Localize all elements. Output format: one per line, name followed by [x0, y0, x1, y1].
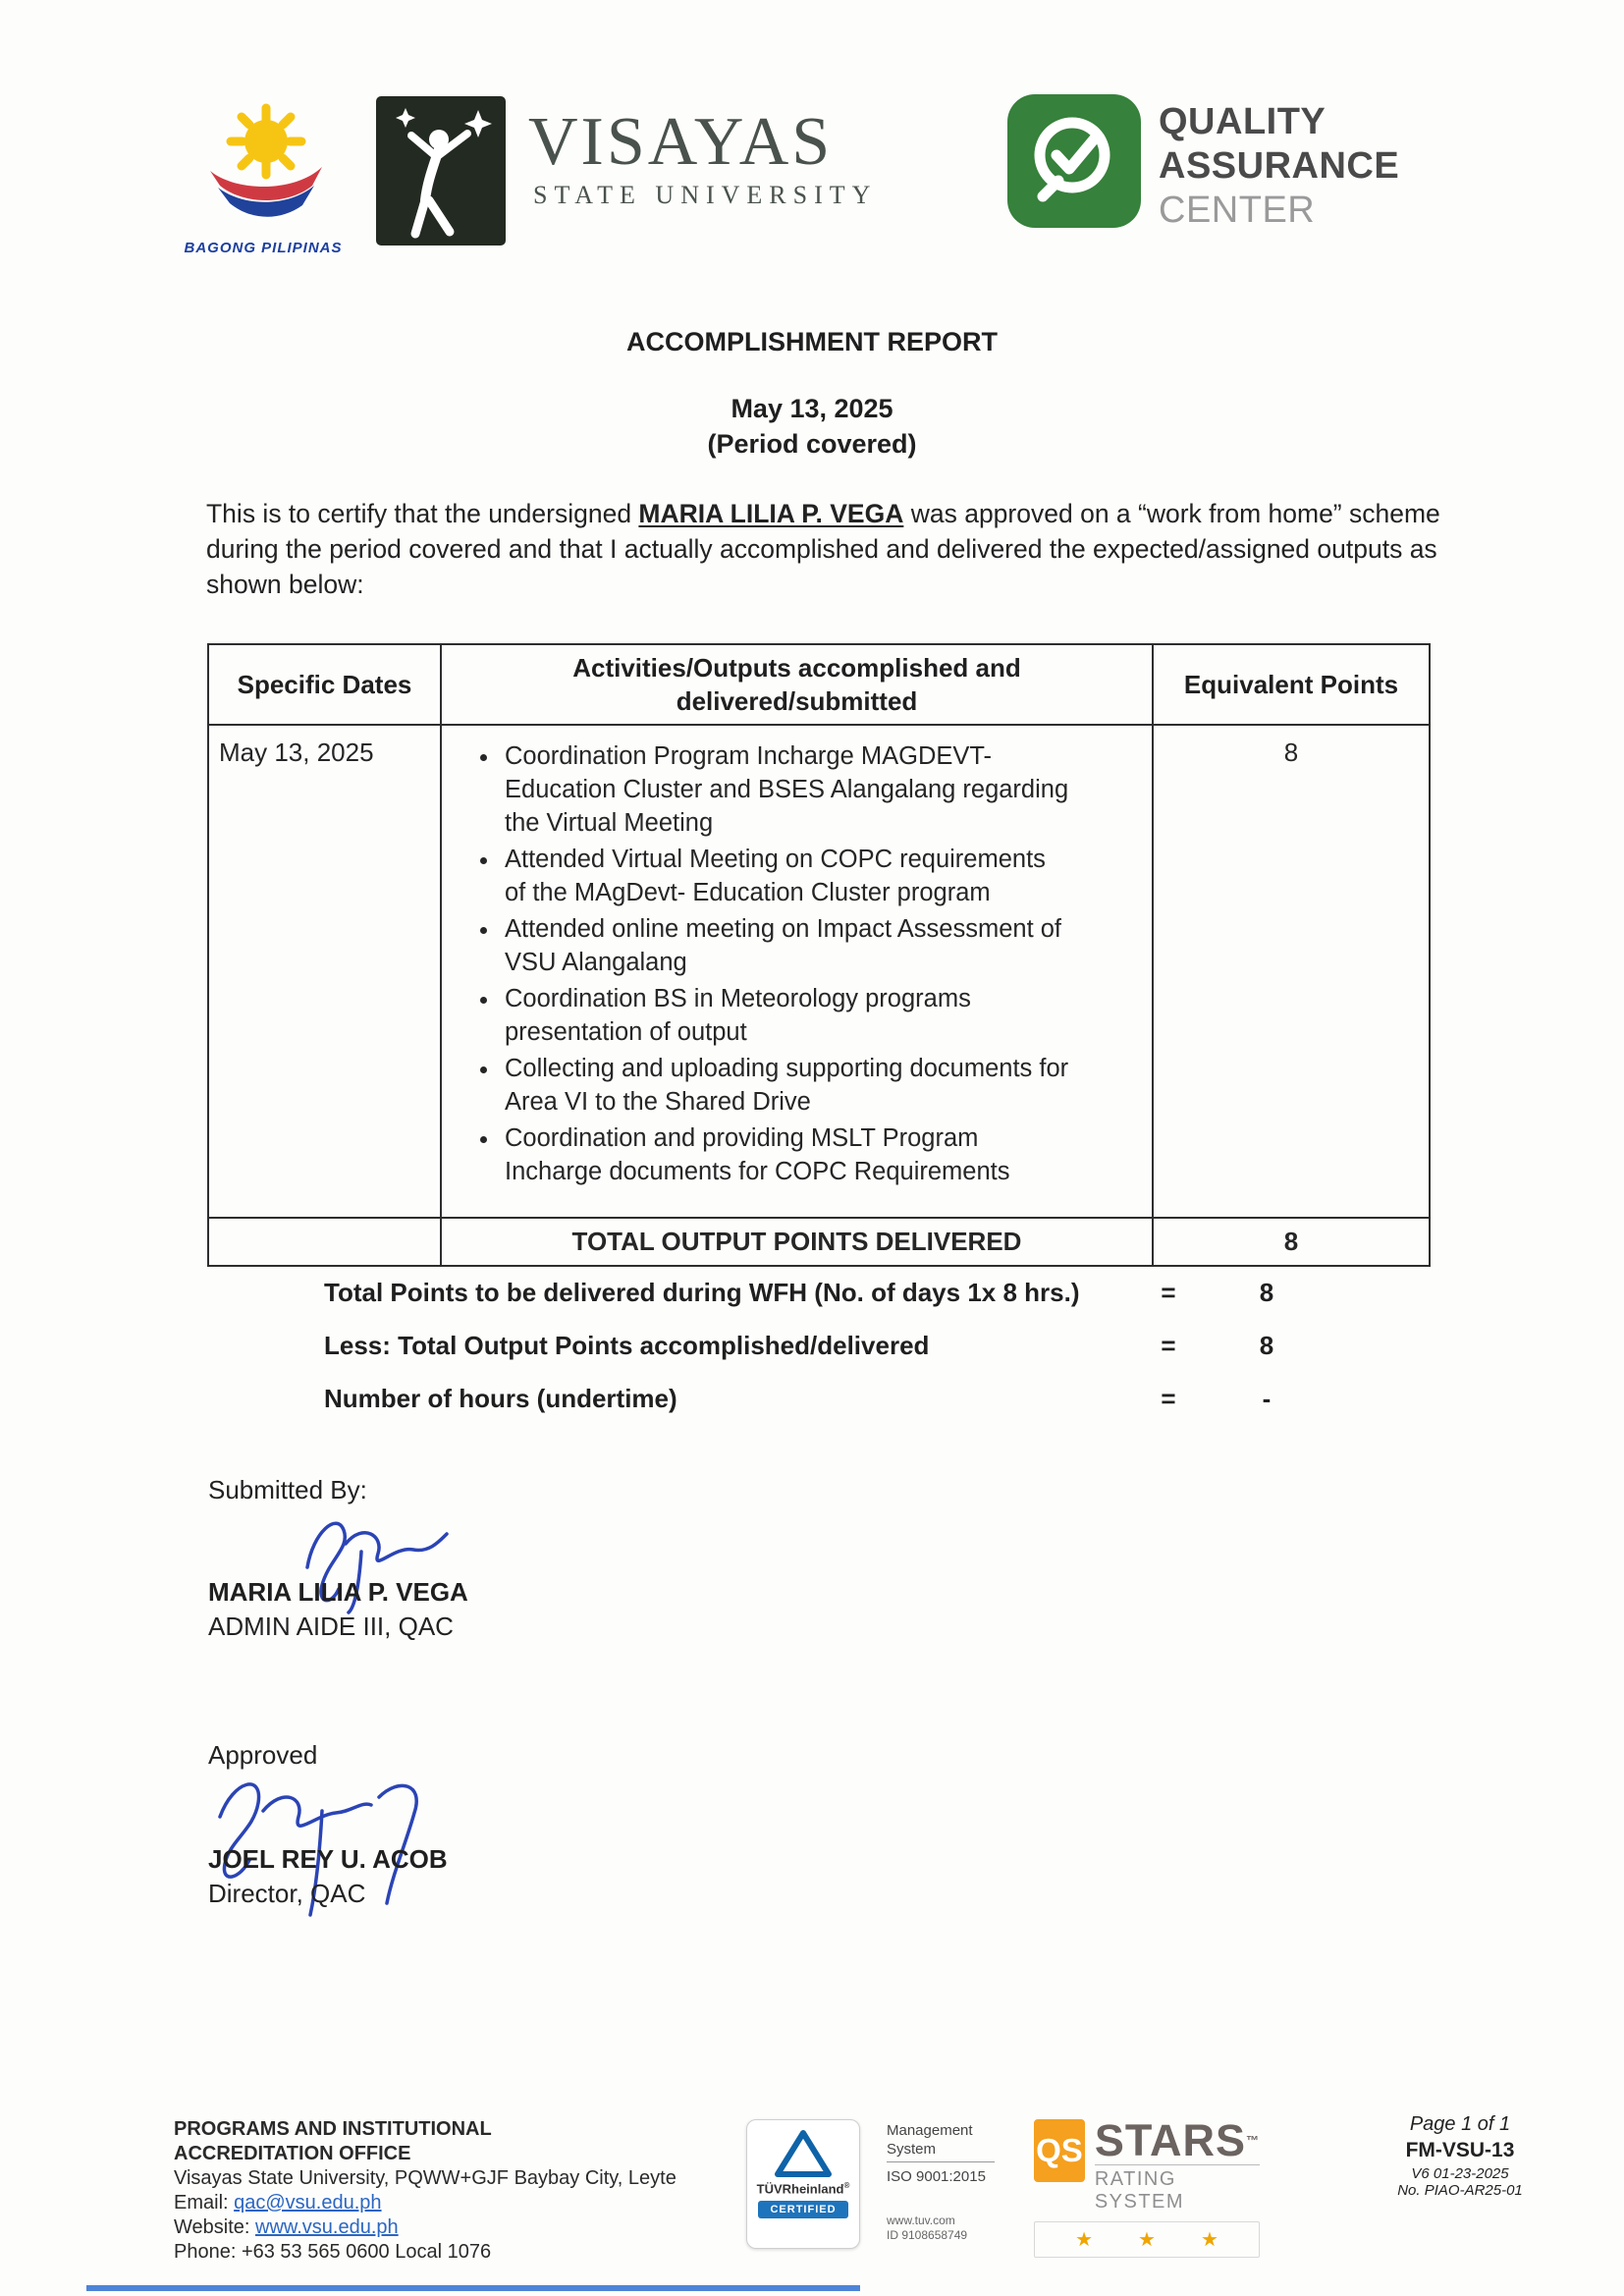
office-address: Visayas State University, PQWW+GJF Baybay City, Leyte	[174, 2167, 677, 2189]
qs-rating-system: RATING SYSTEM	[1095, 2164, 1260, 2214]
qac-check-icon	[1007, 94, 1141, 228]
summary-row-less-output	[324, 1328, 1345, 1363]
total-spacer-cell	[208, 1218, 441, 1266]
office-website-line	[174, 2215, 677, 2240]
qac-wordmark	[1159, 100, 1399, 233]
approved-title: Director, QAC	[208, 1879, 366, 1908]
period-date: May 13, 2025	[731, 394, 893, 423]
approved-name: JOEL REY U. ACOB	[208, 1844, 448, 1874]
summary-value: -	[1262, 1384, 1272, 1413]
summary-equals: =	[1161, 1384, 1176, 1413]
summary-label: Total Points to be delivered during WFH (No. of days 1x 8 hrs.)	[324, 1278, 1080, 1307]
header-activities: Activities/Outputs accomplished and delivered/submitted	[441, 644, 1153, 725]
activity-item: • Attended Virtual Meeting on COPC requirements of the MAgDevt- Education Cluster program	[501, 843, 1070, 909]
trademark-icon: ™	[1246, 2133, 1260, 2148]
cell-date: May 13, 2025	[208, 725, 441, 1218]
summary-label: Less: Total Output Points accomplished/delivered	[324, 1331, 930, 1360]
email-label: Email:	[174, 2192, 235, 2214]
table-header-row	[208, 644, 1430, 725]
qs-logo: QS	[1034, 2119, 1085, 2182]
tuv-triangle-icon	[773, 2128, 834, 2179]
qac-line-assurance: ASSURANCE	[1159, 145, 1400, 187]
tuv-cert-id: ID 9108658749	[887, 2228, 968, 2242]
activity-list	[501, 739, 1142, 1188]
tuv-url: www.tuv.com	[887, 2214, 955, 2227]
registered-icon: ®	[843, 2181, 850, 2190]
form-code: FM-VSU-13	[1405, 2139, 1515, 2161]
bagong-pilipinas-logo	[183, 94, 350, 237]
website-label: Website:	[174, 2216, 255, 2238]
summary-value: 8	[1259, 1331, 1274, 1360]
qs-stars-word: STARS™	[1094, 2115, 1260, 2165]
total-label: TOTAL OUTPUT POINTS DELIVERED	[441, 1218, 1153, 1266]
employee-name: MARIA LILIA P. VEGA	[638, 499, 904, 528]
form-version: V6 01-23-2025	[1411, 2165, 1509, 2182]
qs-star-row	[1034, 2221, 1260, 2258]
bagong-pilipinas-caption: BAGONG PILIPINAS	[184, 240, 343, 256]
footer-office-block	[174, 2117, 677, 2265]
email-link[interactable]: qac@vsu.edu.ph	[234, 2192, 382, 2214]
submitted-name: MARIA LILIA P. VEGA	[208, 1577, 468, 1607]
summary-equals: =	[1161, 1331, 1176, 1360]
activity-item: • Attended online meeting on Impact Assessment of VSU Alangalang	[501, 912, 1070, 979]
summary-section	[324, 1275, 1345, 1434]
table-total-row	[208, 1218, 1430, 1266]
qs-stars-top	[1034, 2115, 1260, 2214]
summary-equals: =	[1161, 1278, 1176, 1307]
qac-line-center: CENTER	[1159, 190, 1316, 231]
office-name-line2: ACCREDITATION OFFICE	[174, 2143, 411, 2164]
summary-row-total-points	[324, 1275, 1345, 1310]
tuv-mgmt-line2: System	[887, 2141, 937, 2158]
office-phone: Phone: +63 53 565 0600 Local 1076	[174, 2241, 492, 2263]
footer-page-info	[1367, 2113, 1553, 2199]
cell-points: 8	[1153, 725, 1430, 1218]
period-label: (Period covered)	[707, 429, 917, 459]
tuv-iso: ISO 9001:2015	[887, 2168, 986, 2185]
tuv-certified-ribbon: CERTIFIED	[758, 2201, 847, 2218]
bagong-pilipinas-sun-icon	[183, 94, 350, 232]
qac-line-quality: QUALITY	[1159, 101, 1326, 142]
divider	[887, 2161, 995, 2162]
approved-label: Approved	[208, 1740, 318, 1770]
vsu-subtitle: STATE UNIVERSITY	[533, 181, 878, 209]
office-name-line1: PROGRAMS AND INSTITUTIONAL	[174, 2118, 492, 2140]
activity-item: • Coordination Program Incharge MAGDEVT-Education Cluster and BSES Alangalang regarding the Virtual Meeting	[501, 739, 1070, 840]
document-number: No. PIAO-AR25-01	[1397, 2182, 1523, 2199]
summary-value: 8	[1259, 1278, 1274, 1307]
qs-stars-badge	[1034, 2115, 1260, 2258]
star-icon: ★	[1075, 2229, 1094, 2251]
intro-post: was approved on a “work from home” scheme during the period covered and that I actually accomplished and delivered the expected/assigned outputs as shown below:	[206, 499, 1440, 599]
summary-row-undertime	[324, 1381, 1345, 1416]
certification-paragraph	[206, 496, 1461, 602]
header-specific-dates: Specific Dates	[208, 644, 441, 725]
period-block	[0, 391, 1624, 462]
activity-item: • Coordination and providing MSLT Program Incharge documents for COPC Requirements	[501, 1121, 1070, 1188]
activity-item: • Collecting and uploading supporting documents for Area VI to the Shared Drive	[501, 1052, 1070, 1119]
activity-item: • Coordination BS in Meteorology programs presentation of output	[501, 982, 1070, 1049]
summary-label: Number of hours (undertime)	[324, 1384, 677, 1413]
tuv-iso-block	[887, 2121, 1014, 2243]
qs-wordmark	[1094, 2115, 1260, 2214]
cell-activities	[441, 725, 1153, 1218]
tuv-url-block	[887, 2214, 1014, 2243]
page-number: Page 1 of 1	[1409, 2113, 1511, 2135]
star-icon: ★	[1200, 2229, 1218, 2251]
vsu-figure-icon	[376, 96, 506, 246]
accomplishment-table	[207, 643, 1431, 1267]
tuv-mgmt-line1: Management	[887, 2122, 973, 2139]
vsu-name: VISAYAS	[528, 104, 834, 180]
submitted-by-label: Submitted By:	[208, 1475, 367, 1504]
tuv-brand: TÜVRheinland®	[756, 2181, 850, 2197]
scan-artifact-strip	[86, 2285, 860, 2291]
tuv-certification-badge	[746, 2119, 860, 2249]
vsu-wordmark	[528, 106, 877, 210]
submitted-title: ADMIN AIDE III, QAC	[208, 1612, 454, 1641]
total-points: 8	[1153, 1218, 1430, 1266]
page-title: ACCOMPLISHMENT REPORT	[626, 327, 998, 356]
intro-pre: This is to certify that the undersigned	[206, 499, 639, 528]
qac-logo	[1007, 94, 1141, 233]
header-equivalent-points: Equivalent Points	[1153, 644, 1430, 725]
office-email-line	[174, 2191, 677, 2215]
vsu-logo	[376, 96, 506, 250]
website-link[interactable]: www.vsu.edu.ph	[255, 2216, 399, 2238]
table-row	[208, 725, 1430, 1218]
star-icon: ★	[1138, 2229, 1156, 2251]
